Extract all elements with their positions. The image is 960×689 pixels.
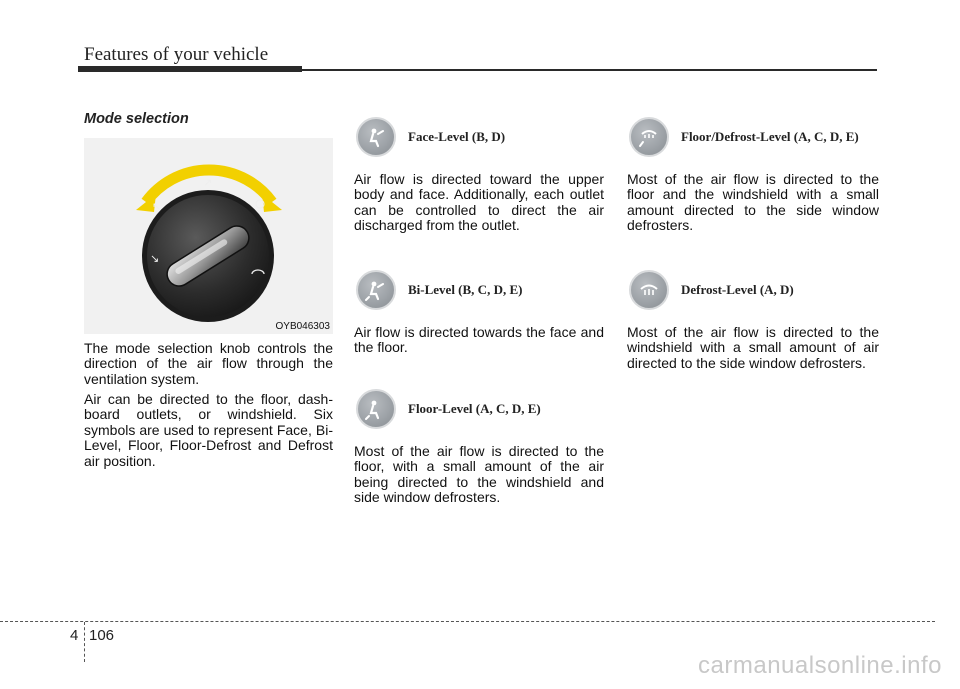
header-rule-line xyxy=(302,69,877,71)
mode-label: Bi-Level (B, C, D, E) xyxy=(408,282,523,297)
mode-label: Floor-Level (A, C, D, E) xyxy=(408,401,541,416)
page-header-title: Features of your vehicle xyxy=(84,44,269,65)
mode-knob-illustration xyxy=(84,138,333,334)
intro-paragraph-2: Air can be directed to the floor, dash-board outlets, or windshield. Six symbols are used to represent Face, Bi-Level, Floor, Floor-Defrost and Defrost air position. xyxy=(84,391,333,469)
watermark: carmanualsonline.info xyxy=(698,652,942,679)
chapter-number: 4 xyxy=(70,627,79,644)
figure-caption: OYB046303 xyxy=(275,321,330,332)
intro-paragraph-1: The mode selection knob controls the direction of the air flow through the ventilation system. xyxy=(84,340,333,387)
mode-defrost-level xyxy=(629,270,794,310)
mode-floor-defrost-level xyxy=(629,117,859,157)
mode-description: Air flow is directed toward the upper body and face. Additionally, each outlet can be controlled to direct the air discharged from the outlet. xyxy=(354,171,604,234)
footer-rule xyxy=(0,621,935,622)
floor-defrost-icon xyxy=(629,117,669,157)
mode-description: Most of the air flow is directed to the floor, with a small amount of the air being directed to the windshield and side window defrosters. xyxy=(354,443,604,506)
mode-description: Most of the air flow is directed to the windshield with a small amount of air directed to the side window defrosters. xyxy=(627,324,879,371)
svg-text:↖: ↖ xyxy=(152,200,162,213)
floor-level-icon xyxy=(356,389,396,429)
mode-floor-level xyxy=(356,389,541,429)
section-heading: Mode selection xyxy=(84,111,189,127)
mode-description: Air flow is directed towards the face and the floor. xyxy=(354,324,604,356)
mode-label: Face-Level (B, D) xyxy=(408,129,506,144)
page-number: 106 xyxy=(89,627,115,644)
defrost-icon xyxy=(629,270,669,310)
footer-divider xyxy=(84,622,85,662)
face-level-icon xyxy=(356,117,396,157)
mode-bi-level xyxy=(356,270,522,310)
svg-text:↗: ↗ xyxy=(203,176,213,189)
mode-face-level xyxy=(356,117,505,157)
mode-description: Most of the air flow is directed to the floor and the windshield with a small amount directed to the side window defrosters. xyxy=(627,171,879,234)
bi-level-icon xyxy=(356,270,396,310)
mode-label: Floor/Defrost-Level (A, C, D, E) xyxy=(681,129,859,144)
svg-text:↘: ↘ xyxy=(150,252,160,265)
mode-label: Defrost-Level (A, D) xyxy=(681,282,794,297)
header-rule xyxy=(78,66,302,72)
mode-knob-figure xyxy=(84,138,333,334)
